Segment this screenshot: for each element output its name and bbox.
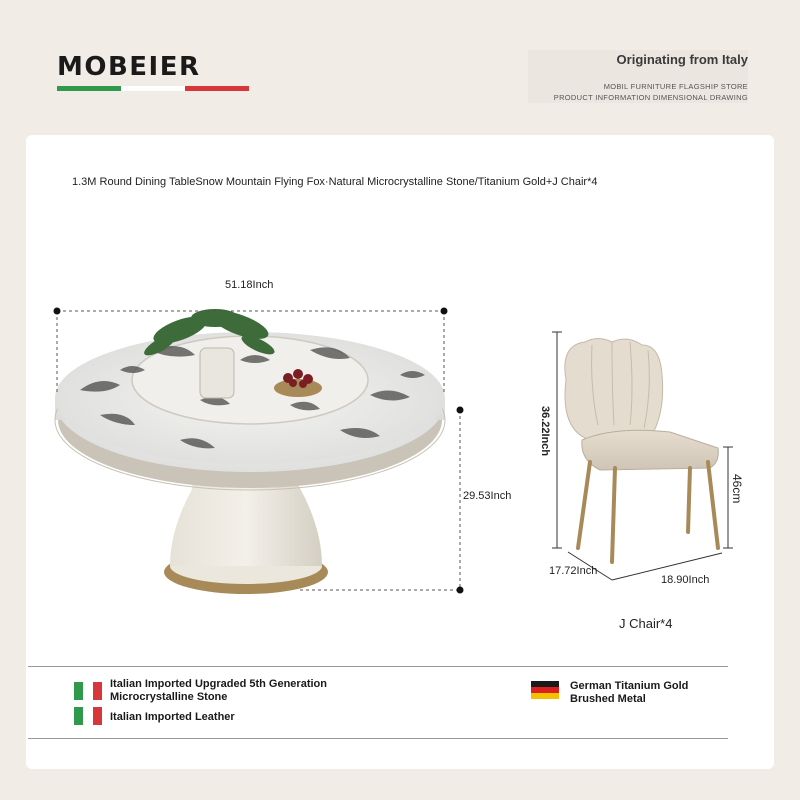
subline-store: MOBIL FURNITURE FLAGSHIP STORE: [603, 82, 748, 91]
italy-flag-icon: [74, 682, 102, 700]
material-stone-line2: Microcrystalline Stone: [110, 691, 228, 703]
chair-quantity-label: J Chair*4: [619, 616, 673, 631]
table-width-label: 51.18Inch: [225, 279, 274, 291]
seat-height-label: 46cm: [730, 474, 744, 504]
material-stone-line1: Italian Imported Upgraded 5th Generation: [110, 678, 327, 690]
material-metal: [570, 680, 688, 706]
product-title: 1.3M Round Dining TableSnow Mountain Flying Fox·Natural Microcrystalline Stone/Titanium Gold+J Chair*4: [72, 176, 598, 188]
germany-flag-icon: [531, 681, 559, 699]
material-metal-line2: Brushed Metal: [570, 693, 646, 705]
subline-drawing: PRODUCT INFORMATION DIMENSIONAL DRAWING: [553, 93, 748, 102]
divider-bottom: [28, 738, 728, 739]
chair-width-label: 18.90Inch: [661, 574, 710, 586]
table-top: [55, 332, 445, 490]
divider-top: [28, 666, 728, 667]
table-height-label: 29.53Inch: [463, 490, 512, 502]
material-metal-line1: German Titanium Gold: [570, 680, 689, 692]
material-stone: [110, 678, 327, 704]
material-leather-line1: Italian Imported Leather: [110, 711, 235, 723]
chair-illustration: [565, 339, 718, 563]
brand-name: MOBEIER: [57, 52, 201, 82]
chair-depth-label: 17.72Inch: [549, 565, 598, 577]
material-leather: [110, 711, 235, 724]
chair-height-label: 36.22Inch: [539, 406, 551, 457]
tagline: Originating from Italy: [616, 52, 748, 67]
italy-flag-icon: [74, 707, 102, 725]
